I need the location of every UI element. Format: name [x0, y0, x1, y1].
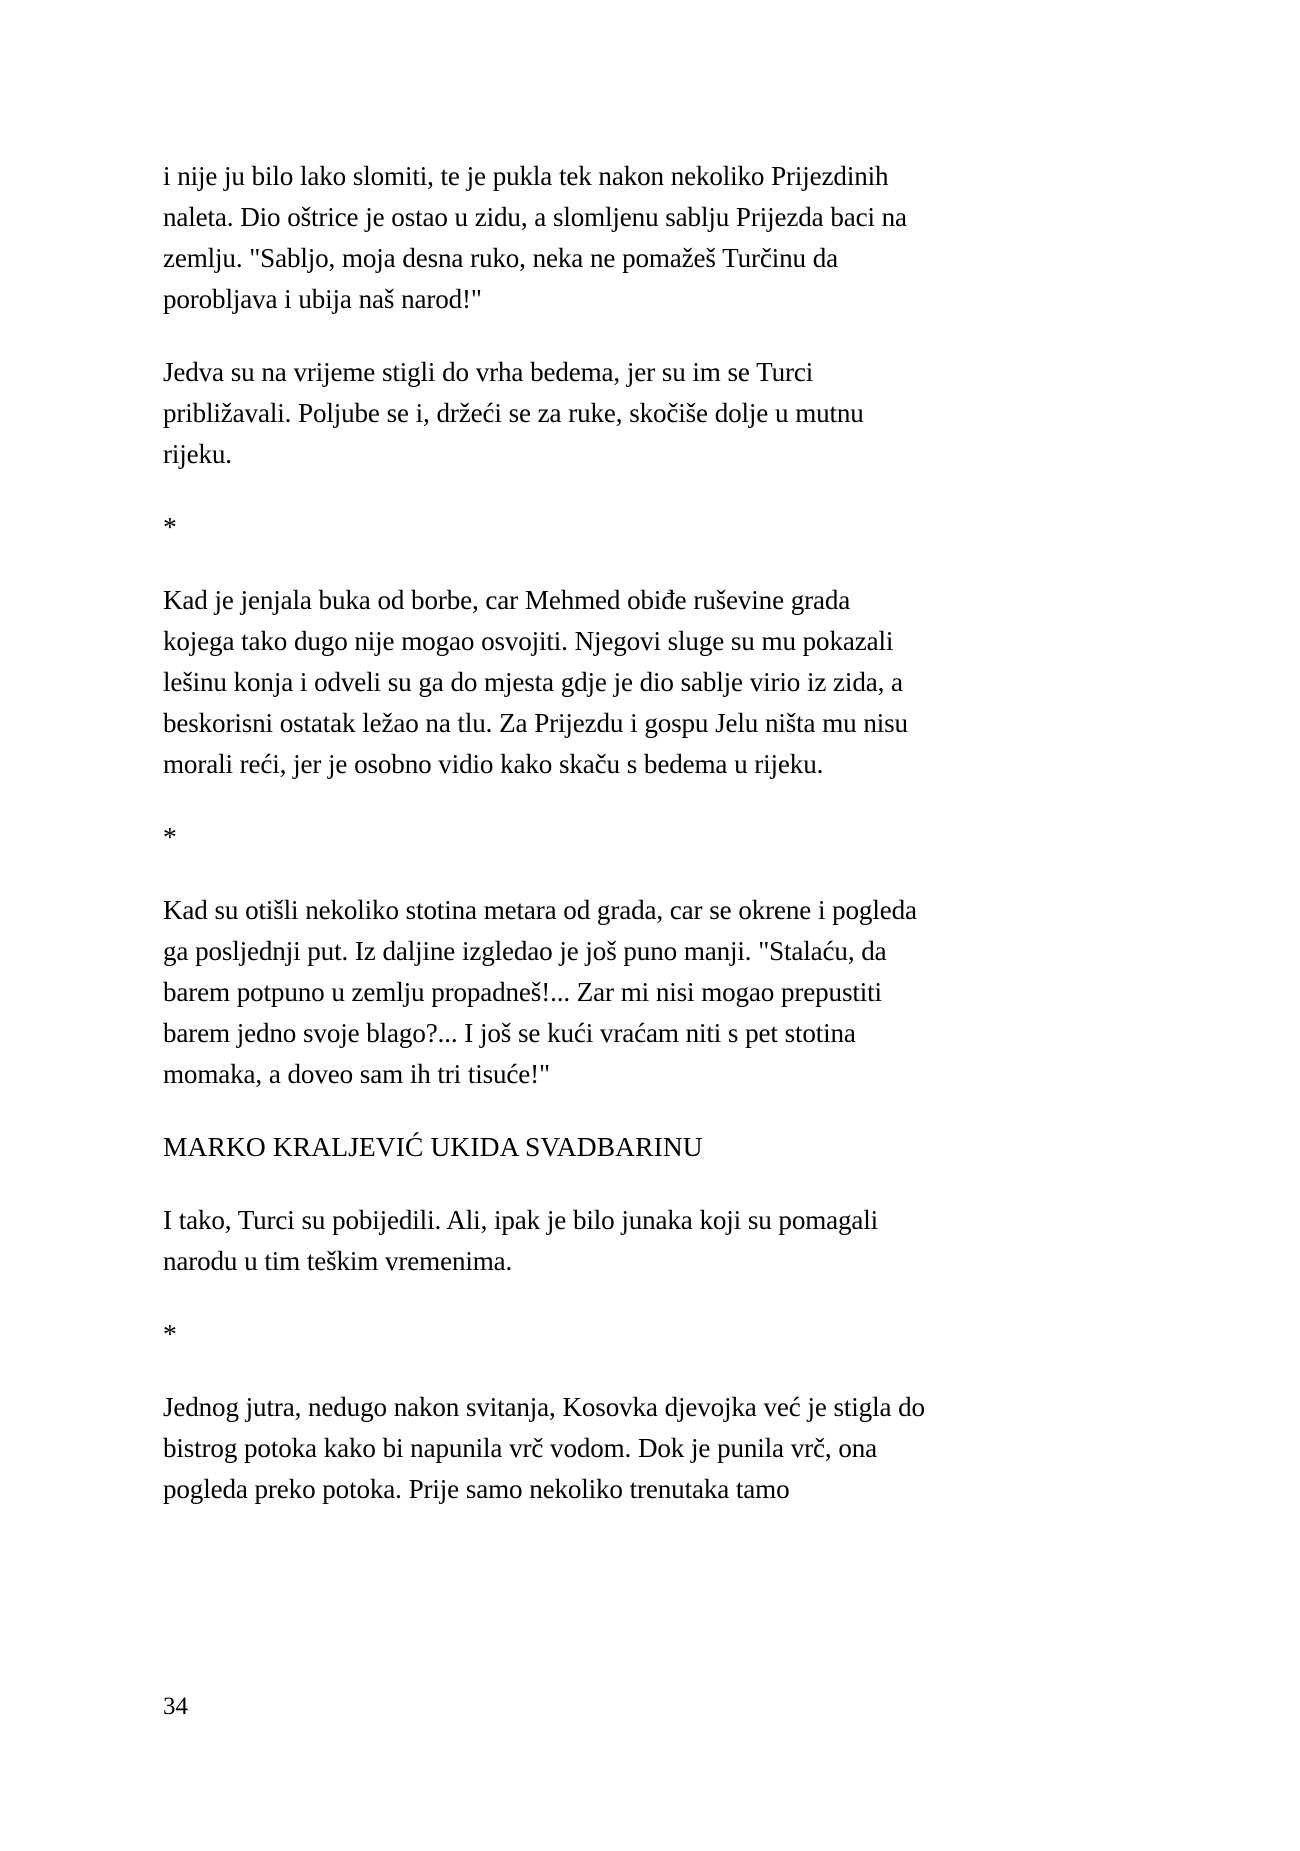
- page-body: [163, 155, 938, 1541]
- page-footer: [163, 1692, 938, 1722]
- paragraph-sablja: i nije ju bilo lako slomiti, te je pukla tek nakon nekoliko Prijezdinih naleta. Dio oštrice je ostao u zidu, a slomljenu sablju Prijezda baci na zemlju. "Sabljo, moja desna ruko, neka ne pomažeš Turčinu da porobljava i ubija naš narod!": [163, 160, 907, 314]
- paragraph-kosovka: Jednog jutra, nedugo nakon svitanja, Kosovka djevojka već je stigla do bistrog potoka kako bi napunila vrč vodom. Dok je punila vrč, ona pogleda preko potoka. Prije samo nekoliko trenutaka tamo: [163, 1391, 925, 1504]
- scene-separator-2: *: [163, 821, 177, 852]
- page-number: 34: [163, 1693, 188, 1720]
- scene-separator-1: *: [163, 511, 177, 542]
- paragraph-odlazak: Kad su otišli nekoliko stotina metara od grada, car se okrene i pogleda ga posljednji put. Iz daljine izgledao je još puno manji. "Stalaću, da barem potpuno u zemlju propadneš!... Zar mi nisi mogao prepustiti barem jedno svoje blago?... I još se kući vraćam niti s pet stotina momaka, a doveo sam ih tri tisuće!": [163, 894, 917, 1089]
- paragraph-junaci: I tako, Turci su pobijedili. Ali, ipak je bilo junaka koji su pomagali narodu u tim teškim vremenima.: [163, 1204, 879, 1276]
- paragraph-bedem: Jedva su na vrijeme stigli do vrha bedema, jer su im se Turci približavali. Poljube se i, držeći se za ruke, skočiše dolje u mutnu rijeku.: [163, 356, 864, 469]
- paragraph-mehmed: Kad je jenjala buka od borbe, car Mehmed obiđe ruševine grada kojega tako dugo nije mogao osvojiti. Njegovi sluge su mu pokazali lešinu konja i odveli su ga do mjesta gdje je dio sablje virio iz zida, a beskorisni ostatak ležao na tlu. Za Prijezdu i gospu Jelu ništa mu nisu morali reći, jer je osobno vidio kako skaču s bedema u rijeku.: [163, 584, 908, 779]
- scene-separator-3: *: [163, 1318, 177, 1349]
- section-heading-marko: MARKO KRALJEVIĆ UKIDA SVADBARINU: [163, 1131, 703, 1162]
